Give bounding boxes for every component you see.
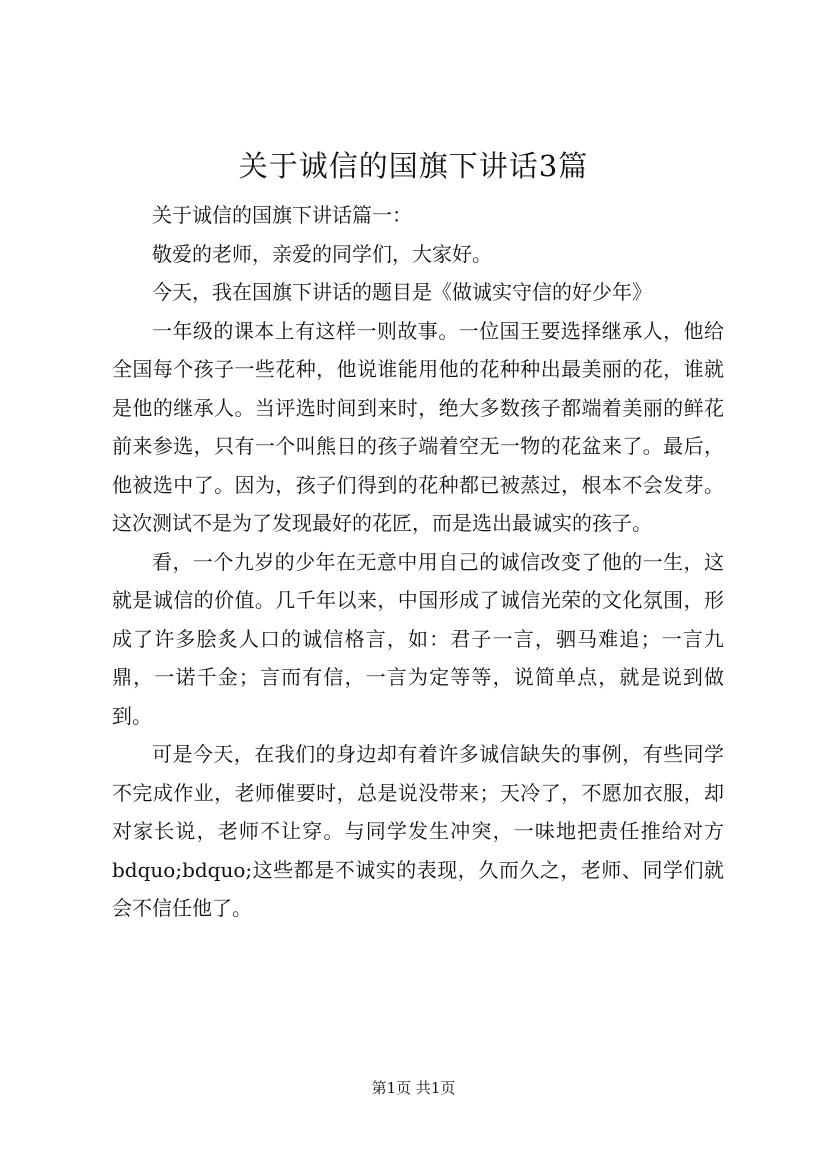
document-title: 关于诚信的国旗下讲话3篇 xyxy=(238,149,589,183)
page-footer: 第1页 共1页 xyxy=(371,1079,456,1097)
paragraph-examples: 可是今天，在我们的身边却有着许多诚信缺失的事例，有些同学不完成作业，老师催要时，总是说没带来；天冷了，不愿加衣服，却对家长说，老师不让穿。与同学发生冲突，一味地把责任推给对方bdquo;bdquo;这些都是不诚实的表现，久而久之，老师、同学们就会不信任他了。 xyxy=(112,742,724,920)
paragraph-value: 看，一个九岁的少年在无意中用自己的诚信改变了他的一生，这就是诚信的价值。几千年以来，中国形成了诚信光荣的文化氛围，形成了许多脍炙人口的诚信格言，如：君子一言，驷马难追；一言九鼎，一诺千金；言而有信，一言为定等等，说简单点，就是说到做到。 xyxy=(112,549,724,728)
paragraph-story: 一年级的课本上有这样一则故事。一位国王要选择继承人，他给全国每个孩子一些花种，他说谁能用他的花种种出最美丽的花，谁就是他的继承人。当评选时间到来时，绝大多数孩子都端着美丽的鲜花前来参选，只有一个叫熊日的孩子端着空无一物的花盆来了。最后，他被选中了。因为，孩子们得到的花种都已被蒸过，根本不会发芽。这次测试不是为了发现最好的花匠，而是选出最诚实的孩子。 xyxy=(112,318,724,535)
paragraph-greeting: 敬爱的老师，亲爱的同学们，大家好。 xyxy=(152,241,492,266)
paragraph-heading: 关于诚信的国旗下讲话篇一： xyxy=(152,203,412,227)
paragraph-topic: 今天，我在国旗下讲话的题目是《做诚实守信的好少年》 xyxy=(152,280,652,304)
document-body xyxy=(112,196,724,928)
